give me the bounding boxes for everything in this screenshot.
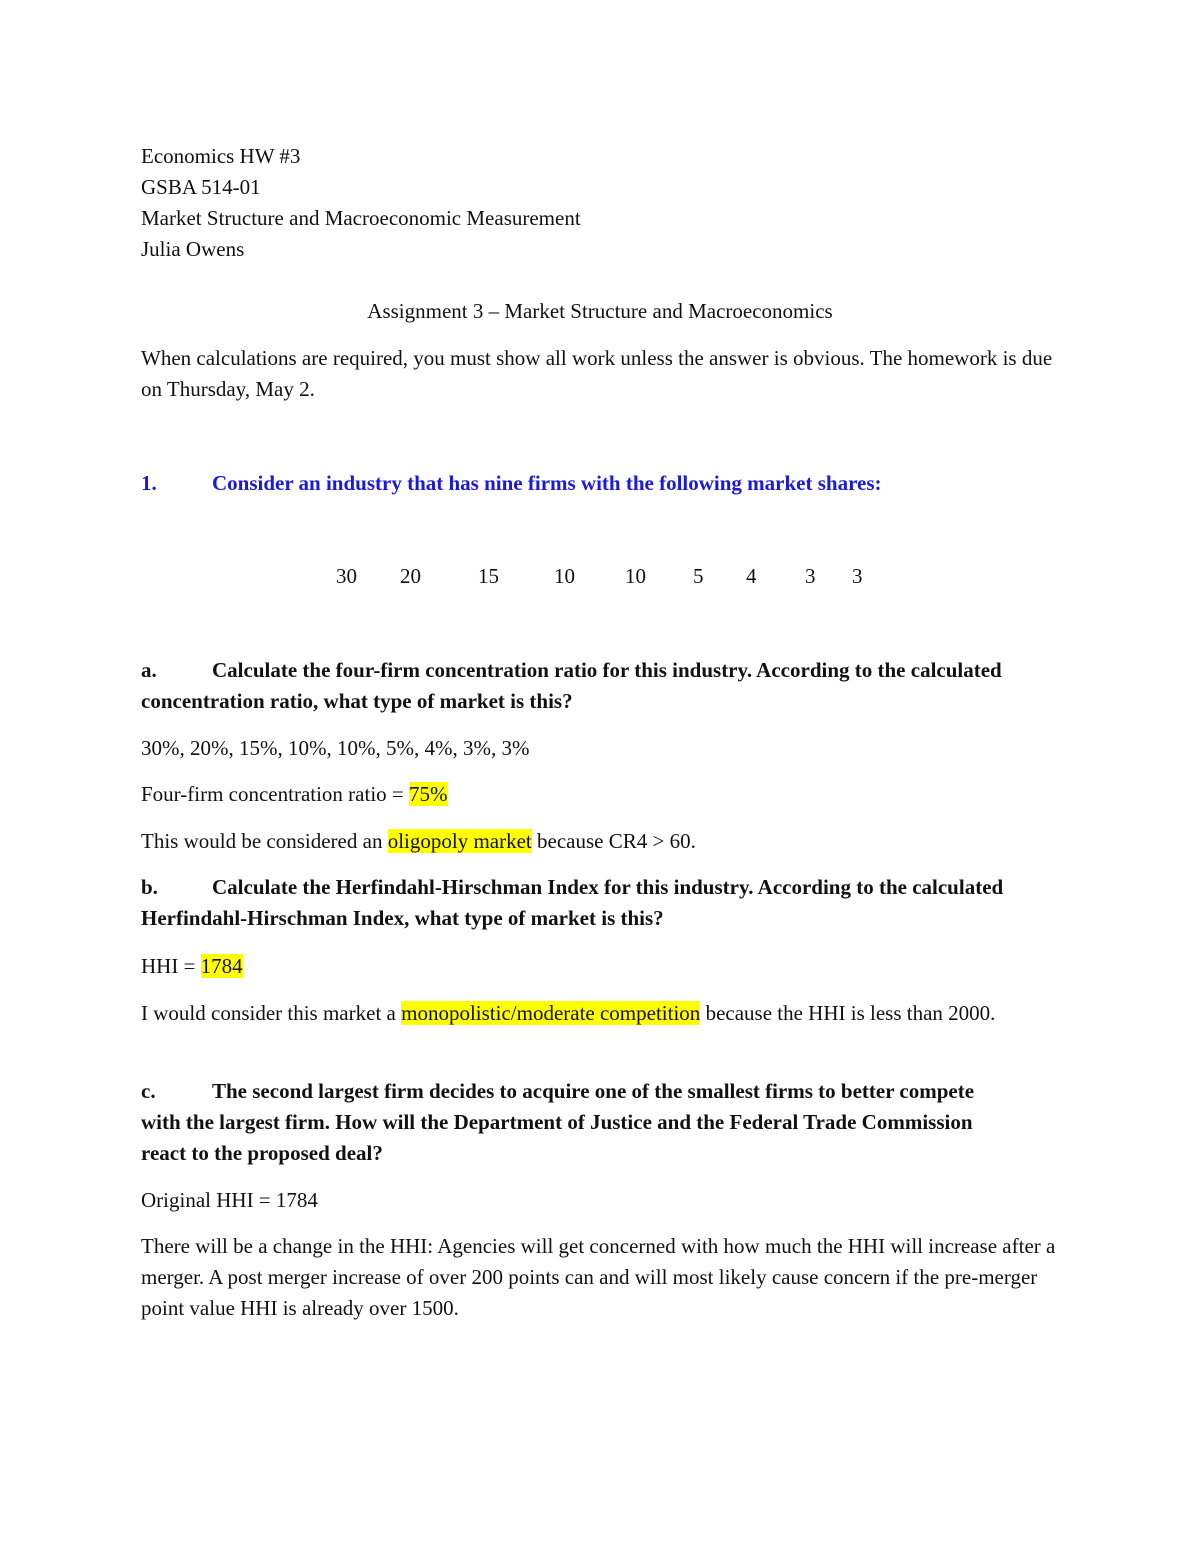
part-b-hhi-answer (141, 951, 243, 982)
part-c-original-hhi: Original HHI = 1784 (141, 1188, 318, 1212)
oligopoly-highlight: oligopoly market (387, 829, 532, 853)
part-b-question-text: Calculate the Herfindahl-Hirschman Index for this industry. According to the calculated Herfindahl-Hirschman Index, what type of market is this? (141, 875, 1004, 930)
part-b-question (141, 872, 1021, 934)
market-share-value: 15 (478, 564, 499, 588)
part-a-shares-percent: 30%, 20%, 15%, 10%, 10%, 5%, 4%, 3%, 3% (141, 736, 530, 760)
part-a-conclusion (141, 826, 696, 857)
instructions-paragraph: When calculations are required, you must show all work unless the answer is obvious. The homework is due on Thursday, May 2. (141, 346, 1053, 401)
part-b-conclusion (141, 998, 1061, 1029)
hhi-value-highlight: 1784 (200, 954, 243, 978)
part-c-answer: There will be a change in the HHI: Agencies will get concerned with how much the HHI will increase after a merger. A post merger increase of over 200 points can and will most likely cause concern if the pre-merger point value HHI is already over 1500. (141, 1234, 1056, 1320)
course-title: Economics HW #3 (141, 144, 301, 168)
part-a-conclusion-post: because CR4 > 60. (531, 829, 696, 853)
part-b-letter: b. (141, 875, 158, 899)
part-c-letter: c. (141, 1079, 156, 1103)
course-topic: Market Structure and Macroeconomic Measurement (141, 206, 581, 230)
market-share-value: 10 (625, 564, 646, 588)
part-a-question (141, 655, 1021, 717)
monopolistic-highlight: monopolistic/moderate competition (401, 1001, 701, 1025)
question-1-number: 1. (141, 471, 157, 495)
market-share-value: 3 (852, 564, 863, 588)
part-a-letter: a. (141, 658, 157, 682)
assignment-title: Assignment 3 – Market Structure and Macroeconomics (367, 299, 833, 323)
market-share-value: 20 (400, 564, 421, 588)
part-c-question (141, 1076, 1001, 1169)
course-code: GSBA 514-01 (141, 175, 261, 199)
part-b-conclusion-post: because the HHI is less than 2000. (700, 1001, 996, 1025)
student-name: Julia Owens (141, 237, 245, 261)
cr4-label: Four-firm concentration ratio = (141, 782, 410, 806)
part-a-conclusion-pre: This would be considered an (141, 829, 388, 853)
market-share-value: 4 (746, 564, 757, 588)
part-a-cr4-answer (141, 779, 448, 810)
market-share-value: 3 (805, 564, 816, 588)
market-share-value: 30 (336, 564, 357, 588)
part-c-question-text: The second largest firm decides to acquire one of the smallest firms to better compete with the largest firm. How will the Department of Justice and the Federal Trade Commission react to the proposed deal? (141, 1079, 975, 1165)
cr4-value-highlight: 75% (409, 782, 448, 806)
part-a-question-text: Calculate the four-firm concentration ratio for this industry. According to the calculated concentration ratio, what type of market is this? (141, 658, 1002, 713)
part-b-conclusion-pre: I would consider this market a (141, 1001, 402, 1025)
market-share-value: 10 (554, 564, 575, 588)
hhi-label: HHI = (141, 954, 201, 978)
market-share-value: 5 (693, 564, 704, 588)
question-1-text: Consider an industry that has nine firms with the following market shares: (212, 471, 882, 495)
